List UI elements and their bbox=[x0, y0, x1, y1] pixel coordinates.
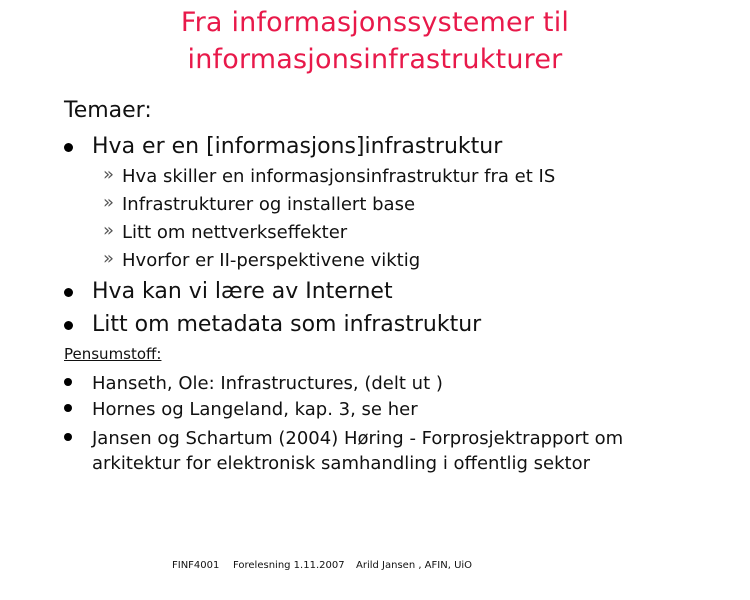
pensum-heading: Pensumstoff: bbox=[64, 345, 162, 363]
reading-item-label: Hanseth, Ole: Infrastructures, (delt ut ) bbox=[92, 373, 443, 394]
temaer-heading: Temaer: bbox=[64, 98, 152, 123]
bullet-icon bbox=[64, 288, 73, 297]
subtopic-item-label: Infrastrukturer og installert base bbox=[122, 194, 416, 215]
chevron-right-icon: » bbox=[103, 164, 115, 185]
subtopic-item-label: Litt om nettverkseffekter bbox=[122, 222, 348, 243]
bullet-icon bbox=[64, 143, 73, 152]
topic-item-label: Hva kan vi lære av Internet bbox=[92, 279, 393, 304]
topic-item-label: Litt om metadata som infrastruktur bbox=[92, 312, 482, 337]
chevron-right-icon: » bbox=[103, 248, 115, 269]
footer-author: Arild Jansen , AFIN, UiO bbox=[356, 560, 473, 571]
bullet-icon bbox=[64, 433, 72, 441]
chevron-right-icon: » bbox=[103, 192, 115, 213]
footer-course: FINF4001 bbox=[172, 560, 220, 571]
bullet-icon bbox=[64, 404, 72, 412]
slide-title-line-1: Fra informasjonssystemer til bbox=[180, 7, 570, 38]
slide-title bbox=[0, 4, 750, 78]
footer-lecture: Forelesning 1.11.2007 bbox=[233, 560, 345, 571]
bullet-icon bbox=[64, 378, 72, 386]
slide-title-line-2: informasjonsinfrastrukturer bbox=[187, 44, 563, 75]
topic-item-label: Hva er en [informasjons]infrastruktur bbox=[92, 134, 503, 159]
reading-item-label: arkitektur for elektronisk samhandling i offentlig sektor bbox=[92, 453, 590, 474]
reading-item-label: Jansen og Schartum (2004) Høring - Forprosjektrapport om bbox=[92, 428, 624, 449]
bullet-icon bbox=[64, 321, 73, 330]
subtopic-item-label: Hvorfor er II-perspektivene viktig bbox=[122, 250, 421, 271]
chevron-right-icon: » bbox=[103, 220, 115, 241]
reading-item-label: Hornes og Langeland, kap. 3, se her bbox=[92, 399, 418, 420]
subtopic-item-label: Hva skiller en informasjonsinfrastruktur fra et IS bbox=[122, 166, 556, 187]
